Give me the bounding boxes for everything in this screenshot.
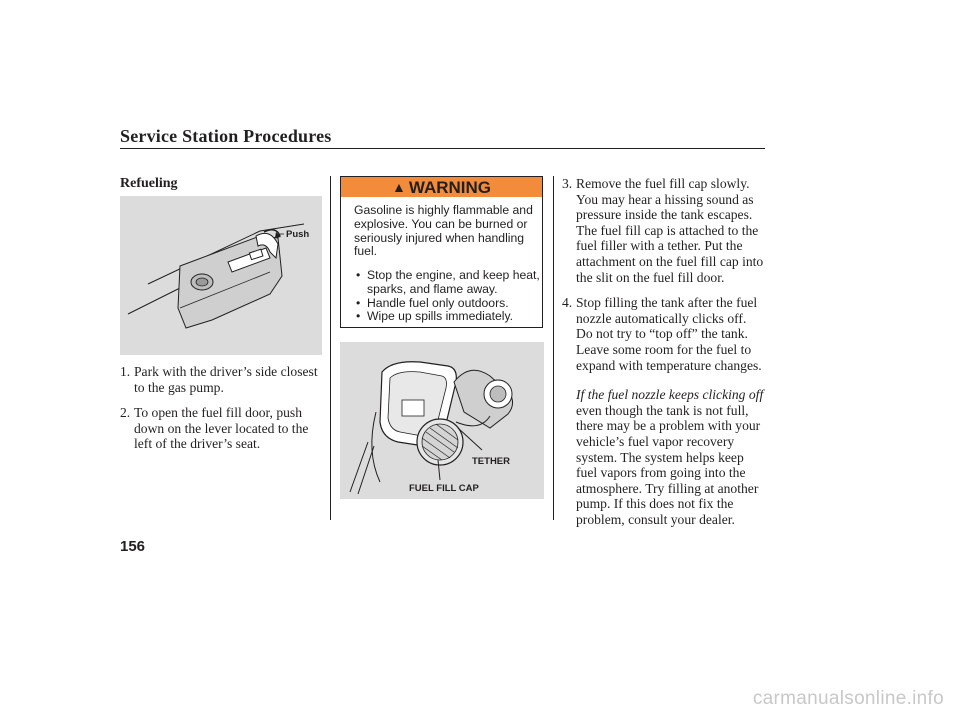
step-number: 2. [120, 405, 131, 421]
step-number: 3. [562, 176, 573, 191]
page-title: Service Station Procedures [120, 126, 332, 146]
column-divider-right [553, 176, 554, 520]
nozzle-note [562, 387, 766, 527]
section-subhead: Refueling [120, 176, 178, 191]
step-2 [120, 405, 325, 452]
bullet-icon: • [356, 309, 361, 324]
warning-intro: Gasoline is highly flammable and explosive. You can be burned or seriously injured when handling fuel. [354, 203, 533, 259]
warning-item: • Handle fuel only outdoors. [356, 295, 509, 310]
title-rule [120, 148, 765, 149]
column-divider-left [330, 176, 331, 520]
step-number: 1. [120, 364, 131, 379]
warning-item: • Wipe up spills immediately. [356, 309, 514, 324]
warning-list [354, 269, 540, 324]
left-steps [120, 364, 325, 452]
step-text: Stop filling the tank after the fuel nozzle automatically clicks off. Do not try to “top off” the tank. Leave some room for the fuel to expand with temperature changes. [576, 295, 762, 373]
bullet-icon: • [356, 295, 361, 310]
step-4 [562, 295, 766, 373]
lever-illustration [120, 196, 322, 355]
page-number: 156 [120, 538, 146, 555]
lever-figure [120, 196, 322, 355]
note-text: even though the tank is not full, there may be a problem with your vehicle’s fuel vapor recovery system. The system helps keep fuel vapors from going into the atmosphere. Try filling at another pump. If this does not fix the problem, consult your dealer. [576, 402, 761, 527]
push-callout: Push [286, 229, 310, 240]
warning-triangle-icon: ▲ [391, 179, 406, 195]
step-1 [120, 364, 325, 395]
fuel-cap-illustration [340, 342, 544, 499]
step-text: Park with the driver’s side closest to the gas pump. [134, 364, 318, 395]
warning-header [341, 177, 542, 197]
tether-label: TETHER [472, 456, 510, 467]
fuel-cap-figure [340, 342, 544, 499]
warning-item: • Stop the engine, and keep heat, sparks, and flame away. [356, 268, 540, 296]
right-steps [562, 176, 766, 527]
watermark: carmanualsonline.info [752, 688, 944, 709]
warning-label: WARNING [408, 178, 492, 197]
step-text: Remove the fuel fill cap slowly. You may hear a hissing sound as pressure inside the tank escapes. The fuel fill cap is attached to the fuel filler with a tether. Put the attachment on the fuel fill cap into the slit on the fuel fill door. [576, 176, 764, 285]
fuel-fill-cap-label: FUEL FILL CAP [409, 483, 479, 494]
bullet-icon: • [356, 268, 361, 282]
step-number: 4. [562, 295, 573, 311]
step-3 [562, 176, 766, 285]
warning-box [340, 176, 543, 328]
step-text: To open the fuel fill door, push down on the lever located to the left of the driver’s seat. [134, 405, 309, 452]
note-lead: If the fuel nozzle keeps clicking off [576, 387, 764, 403]
